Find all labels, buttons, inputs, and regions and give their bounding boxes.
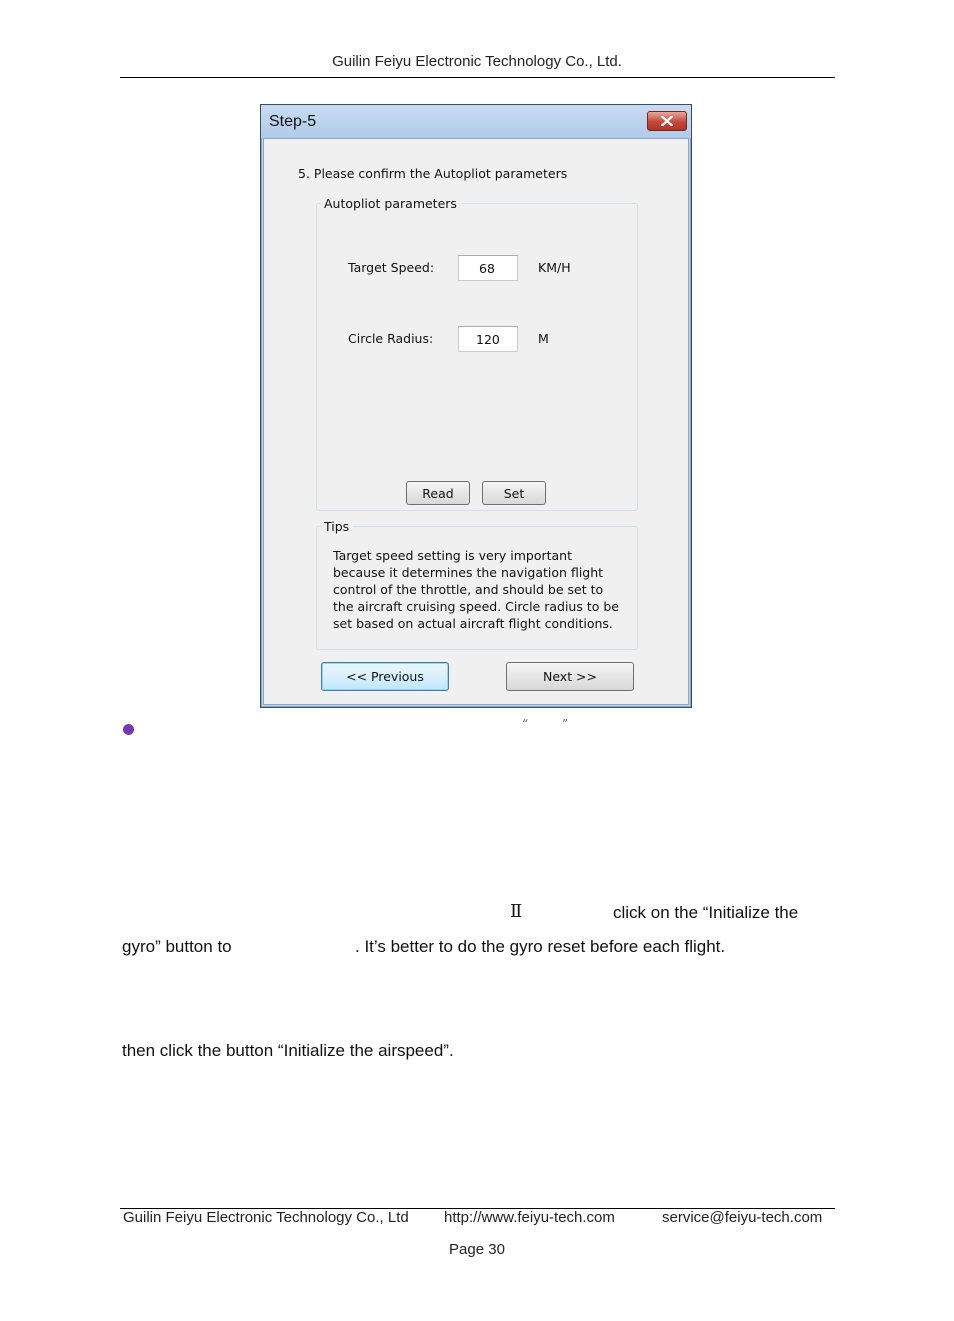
open-quote: “ [522,717,529,731]
dialog-titlebar[interactable] [261,105,691,138]
tips-line: set based on actual aircraft flight conditions. [333,616,613,631]
next-button[interactable]: Next >> [506,662,634,691]
quote-marks [522,717,602,731]
header-divider [120,77,835,78]
tips-legend: Tips [322,519,353,534]
circle-radius-input[interactable]: 120 [458,326,518,352]
footer-website-link[interactable]: http://www.feiyu-tech.com [444,1209,615,1226]
dialog-title: Step-5 [269,113,317,130]
tips-line: because it determines the navigation flight [333,565,604,580]
read-button[interactable]: Read [406,481,470,505]
circle-radius-label: Circle Radius: [348,331,434,346]
step-5-dialog [260,104,692,708]
tips-line: control of the throttle, and should be set to [333,582,604,597]
page-number: Page 30 [449,1241,505,1258]
autopilot-parameters-group [316,203,638,511]
body-line-2-end: . It’s better to do the gyro reset before each flight. [355,937,726,956]
target-speed-label: Target Speed: [348,260,435,275]
body-line-1: click on the “Initialize the [613,903,799,922]
page-header-company: Guilin Feiyu Electronic Technology Co., Ltd. [332,53,622,70]
tips-line: the aircraft cruising speed. Circle radius to be [333,599,619,614]
dialog-client-area [263,138,689,705]
target-speed-unit: KM/H [538,260,571,275]
close-button[interactable] [647,111,687,131]
close-x-icon [661,116,673,126]
footer-company: Guilin Feiyu Electronic Technology Co., Ltd [123,1209,409,1226]
bullet-point [123,724,134,735]
tips-text [333,547,633,632]
body-line-3: then click the button “Initialize the airspeed”. [122,1041,454,1060]
tips-line: Target speed setting is very important [333,548,573,563]
body-line-2-start: gyro” button to [122,937,232,956]
previous-button[interactable]: << Previous [321,662,449,691]
target-speed-input[interactable]: 68 [458,255,518,281]
autopilot-parameters-legend: Autopliot parameters [322,196,461,211]
close-quote: ” [562,717,569,731]
set-button[interactable]: Set [482,481,546,505]
roman-numeral-two: Ⅱ [510,901,523,922]
instruction-text: 5. Please confirm the Autopliot parameters [298,166,568,181]
footer-email-link[interactable]: service@feiyu-tech.com [662,1209,823,1226]
circle-radius-unit: M [538,331,549,346]
